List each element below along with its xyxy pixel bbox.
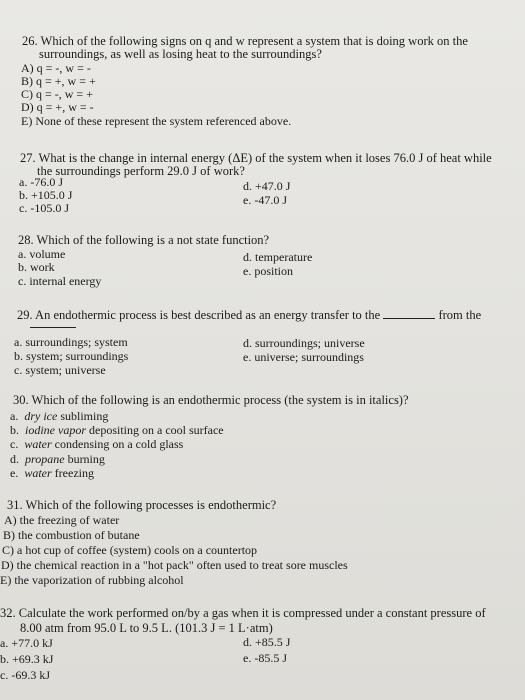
q30-option-d-text: burning xyxy=(64,452,105,466)
q30-option-a-text: subliming xyxy=(57,409,109,423)
q32-option-d: d. +85.5 J xyxy=(243,635,291,649)
q31-option-e: E) the vaporization of rubbing alcohol xyxy=(0,573,184,587)
q28-option-d: d. temperature xyxy=(243,250,313,264)
q26-option-b: B) q = +, w = + xyxy=(21,74,96,88)
q30-option-a-label: a. xyxy=(10,409,19,423)
q26-option-a: A) q = -, w = - xyxy=(21,61,91,75)
q26-stem-line1: 26. Which of the following signs on q and w represent a system that is doing work on the xyxy=(22,34,468,48)
q30-option-c-system: water xyxy=(24,437,52,451)
q29-blank-line2 xyxy=(30,318,76,331)
q26-option-c: C) q = -, w = + xyxy=(21,87,93,101)
q31-option-b: B) the combustion of butane xyxy=(3,528,140,542)
q30-option-d-system: propane xyxy=(25,452,65,466)
q30-option-a-system: dry ice xyxy=(24,409,58,423)
q30-option-b-label: b. xyxy=(10,423,19,437)
q30-option-e xyxy=(10,467,94,480)
q30-option-e-label: e. xyxy=(10,466,19,480)
q28-stem: 28. Which of the following is a not state function? xyxy=(18,233,270,247)
q30-option-e-text: freezing xyxy=(51,466,94,480)
q27-option-a: a. -76.0 J xyxy=(19,175,63,189)
q29-stem-end: from the xyxy=(438,308,482,322)
q30-option-e-system: water xyxy=(24,466,52,480)
q29-option-b: b. system; surroundings xyxy=(14,349,129,363)
q30-option-b xyxy=(10,424,224,437)
q29-stem xyxy=(17,309,481,322)
q31-option-d: D) the chemical reaction in a "hot pack" often used to treat sore muscles xyxy=(1,558,348,572)
q29-option-c: c. system; universe xyxy=(14,363,106,377)
q32-option-e: e. -85.5 J xyxy=(243,651,287,665)
q27-stem-line2: the surroundings perform 29.0 J of work? xyxy=(37,164,245,178)
q29-option-a: a. surroundings; system xyxy=(14,335,128,349)
q32-stem-line2: 8.00 atm from 95.0 L to 9.5 L. (101.3 J = 1 L·atm) xyxy=(20,621,273,635)
q32-stem-line1: 32. Calculate the work performed on/by a gas when it is compressed under a constant pressure of xyxy=(0,606,486,620)
q27-option-b: b. +105.0 J xyxy=(19,188,73,202)
q28-option-a: a. volume xyxy=(18,247,66,261)
q32-option-c: c. -69.3 kJ xyxy=(0,668,50,682)
q31-option-c: C) a hot cup of coffee (system) cools on a countertop xyxy=(2,543,258,557)
q30-option-c-text: condensing on a cold glass xyxy=(51,437,184,451)
q26-option-e: E) None of these represent the system referenced above. xyxy=(21,114,292,128)
q27-option-e: e. -47.0 J xyxy=(243,193,287,207)
q27-option-c: c. -105.0 J xyxy=(19,201,69,215)
q29-stem-text: 29. An endothermic process is best described as an energy transfer to the xyxy=(17,308,381,322)
q30-option-d xyxy=(10,453,105,466)
q30-option-c xyxy=(10,438,183,451)
q32-option-b: b. +69.3 kJ xyxy=(0,652,54,666)
q30-option-b-system: iodine vapor xyxy=(25,423,86,437)
q30-option-a xyxy=(10,410,108,423)
q30-option-d-label: d. xyxy=(10,452,19,466)
q28-option-c: c. internal energy xyxy=(18,274,102,288)
q30-option-b-text: depositing on a cool surface xyxy=(86,423,224,437)
q27-stem-line1: 27. What is the change in internal energy (ΔE) of the system when it loses 76.0 J of heat while xyxy=(20,151,492,165)
q29-option-d: d. surroundings; universe xyxy=(243,336,365,350)
q32-option-a: a. +77.0 kJ xyxy=(0,636,53,650)
q28-option-e: e. position xyxy=(243,264,293,278)
q30-stem: 30. Which of the following is an endothermic process (the system is in italics)? xyxy=(13,393,409,407)
q29-option-e: e. universe; surroundings xyxy=(243,350,364,364)
q29-blank-2 xyxy=(30,318,76,328)
q31-option-a: A) the freezing of water xyxy=(4,513,120,527)
q26-stem-line2: surroundings, as well as losing heat to the surroundings? xyxy=(39,47,322,61)
q31-stem: 31. Which of the following processes is endothermic? xyxy=(7,498,277,512)
q27-option-d: d. +47.0 J xyxy=(243,179,291,193)
q28-option-b: b. work xyxy=(18,260,55,274)
q26-option-d: D) q = +, w = - xyxy=(21,100,94,114)
q29-blank-1 xyxy=(383,309,435,319)
q30-option-c-label: c. xyxy=(10,437,19,451)
